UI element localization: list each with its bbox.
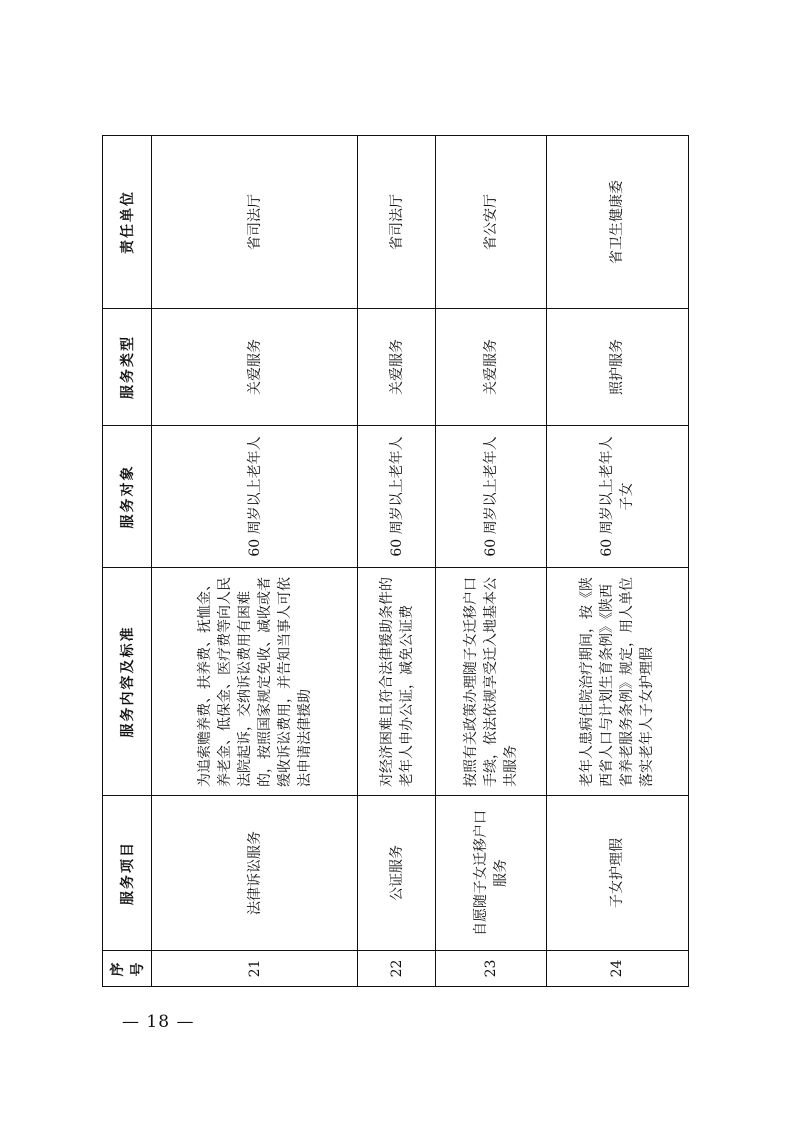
- cell-seq: 24: [546, 951, 688, 987]
- service-table: [102, 135, 689, 987]
- cell-seq: 22: [358, 951, 436, 987]
- header-type: 服务类型: [103, 309, 152, 426]
- header-seq: 序号: [103, 951, 152, 987]
- header-item: 服务项目: [103, 796, 152, 951]
- cell-item: 子女护理假: [546, 796, 688, 951]
- table-row: [358, 136, 436, 987]
- cell-content: 为追索赡养费、扶养费、抚恤金、养老金、低保金、医疗费等向人民法院起诉，交纳诉讼费用有困难的，按照国家规定免收、减收或者缓收诉讼费用，并告知当事人可依法申请法律援助: [152, 568, 358, 796]
- table-row: [546, 136, 688, 987]
- cell-seq: 23: [436, 951, 546, 987]
- cell-unit: 省司法厅: [358, 136, 436, 309]
- cell-item: 公证服务: [358, 796, 436, 951]
- cell-type: 关爱服务: [358, 309, 436, 426]
- cell-unit: 省司法厅: [152, 136, 358, 309]
- header-target: 服务对象: [103, 426, 152, 568]
- header-content: 服务内容及标准: [103, 568, 152, 796]
- cell-unit: 省公安厅: [436, 136, 546, 309]
- cell-type: 关爱服务: [436, 309, 546, 426]
- cell-item: 法律诉讼服务: [152, 796, 358, 951]
- cell-content: 老年人患病住院治疗期间，按《陕西省人口与计划生育条例》《陕西省养老服务条例》规定，用人单位落实老年人子女护理假: [546, 568, 688, 796]
- table-row: [436, 136, 546, 987]
- cell-item: 自愿随子女迁移户口服务: [436, 796, 546, 951]
- cell-type: 照护服务: [546, 309, 688, 426]
- cell-content: 对经济困难且符合法律援助条件的老年人申办公证，减免公证费: [358, 568, 436, 796]
- header-unit: 责任单位: [103, 136, 152, 309]
- cell-target: 60 周岁以上老年人: [358, 426, 436, 568]
- cell-content: 按照有关政策办理随子女迁移户口手续，依法依规享受迁入地基本公共服务: [436, 568, 546, 796]
- cell-unit: 省卫生健康委: [546, 136, 688, 309]
- table-header-row: [103, 136, 152, 987]
- rotated-table-frame: [102, 136, 689, 987]
- cell-target: 60 周岁以上老年人: [152, 426, 358, 568]
- page-number: — 18 —: [122, 1012, 195, 1032]
- cell-target: 60 周岁以上老年人子女: [546, 426, 688, 568]
- cell-type: 关爱服务: [152, 309, 358, 426]
- service-table-container: [102, 136, 689, 987]
- cell-seq: 21: [152, 951, 358, 987]
- cell-target: 60 周岁以上老年人: [436, 426, 546, 568]
- table-row: [152, 136, 358, 987]
